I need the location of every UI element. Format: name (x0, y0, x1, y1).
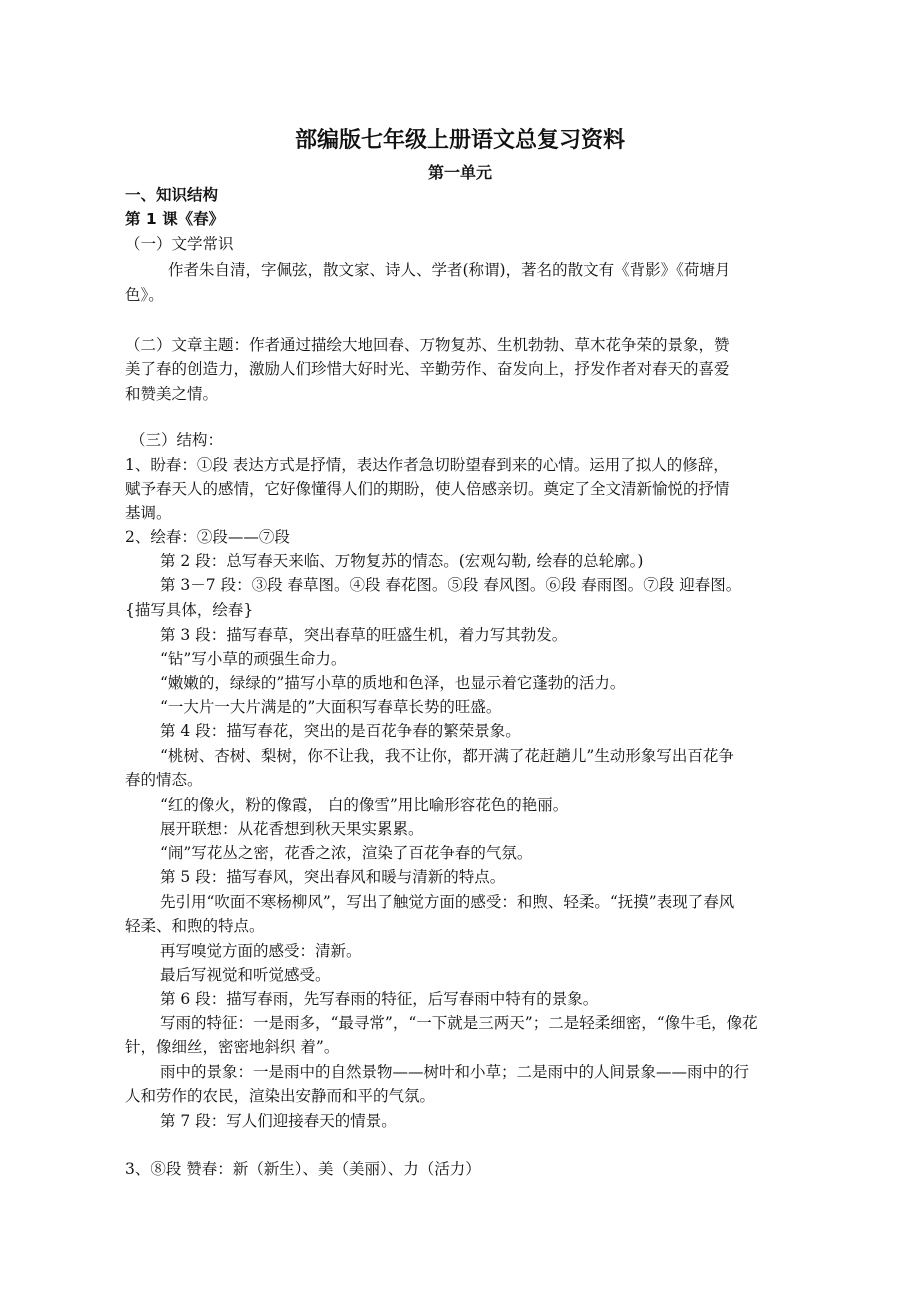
page-title: 部编版七年级上册语文总复习资料 (294, 128, 625, 153)
paragraph-note: “闹”写花丛之密，花香之浓，渲染了百花争春的气氛。 (160, 844, 533, 862)
structure-part-line: 基调。 (125, 504, 172, 522)
paragraph-note: “桃树、杏树、梨树，你不让我，我不让你，都开满了花赶趟儿”生动形象写出百花争 (160, 747, 734, 765)
structure-part-line: 2、绘春：②段——⑦段 (125, 528, 290, 546)
section-heading: 一、知识结构 (125, 186, 219, 204)
paragraph-note: 先引用“吹面不寒杨柳风”，写出了触觉方面的感受：和煦、轻柔。“抚摸”表现了春风 (160, 893, 735, 911)
paragraph-note: 人和劳作的农民，渲染出安静而和平的气氛。 (125, 1087, 436, 1105)
paragraph-note: 春的情态。 (125, 771, 203, 789)
theme-text-line: 和赞美之情。 (125, 385, 219, 403)
paragraph-note: 第 7 段：写人们迎接春天的情景。 (160, 1112, 397, 1130)
paragraph-note: 第 3－7 段：③段 春草图。④段 春花图。⑤段 春风图。⑥段 春雨图。⑦段 迎春图。 (160, 576, 742, 594)
paragraph-note: “嫩嫩的，绿绿的”描写小草的质地和色泽，也显示着它蓬勃的活力。 (160, 674, 626, 692)
structure-part-line: 1、盼春：①段 表达方式是抒情，表达作者急切盼望春到来的心情。运用了拟人的修辞， (125, 456, 729, 474)
paragraph-note: 第 6 段：描写春雨，先写春雨的特征，后写春雨中特有的景象。 (160, 990, 599, 1008)
paragraph-note: 轻柔、和煦的特点。 (125, 917, 265, 935)
paragraph-note: 再写嗅觉方面的感受：清新。 (160, 942, 362, 960)
structure-part-line: 赋予春天人的感情，它好像懂得人们的期盼，使人倍感亲切。奠定了全文清新愉悦的抒情 (125, 480, 730, 498)
paragraph-note: 雨中的景象：一是雨中的自然景物——树叶和小草；二是雨中的人间景象——雨中的行 (160, 1063, 750, 1081)
paragraph-note: “钻”写小草的顽强生命力。 (160, 650, 347, 668)
literature-heading: （一）文学常识 (125, 235, 234, 253)
paragraph-note: 第 3 段：描写春草，突出春草的旺盛生机，着力写其勃发。 (160, 626, 568, 644)
paragraph-note: 第 4 段：描写春花，突出的是百花争春的繁荣景象。 (160, 722, 521, 740)
literature-text-line: 作者朱自清，字佩弦，散文家、诗人、学者(称谓)，著名的散文有《背影》《荷塘月 (168, 261, 731, 279)
paragraph-note: 第 5 段：描写春风，突出春风和暖与清新的特点。 (160, 868, 506, 886)
theme-text-line: （二）文章主题：作者通过描绘大地回春、万物复苏、生机勃勃、草木花争荣的景象，赞 (125, 336, 730, 354)
structure-heading: （三）结构： (130, 431, 224, 449)
structure-part-line: 3、⑧段 赞春：新（新生）、美（美丽）、力（活力） (125, 1160, 481, 1178)
paragraph-note: 最后写视觉和听觉感受。 (160, 966, 331, 984)
paragraph-note: 针，像细丝，密密地斜织 着”。 (125, 1038, 340, 1056)
theme-text-line: 美了春的创造力，激励人们珍惜大好时光、辛勤劳作、奋发向上，抒发作者对春天的喜爱 (125, 360, 730, 378)
paragraph-note: 第 2 段：总写春天来临、万物复苏的情态。(宏观勾勒, 绘春的总轮廓。) (160, 552, 644, 570)
unit-title: 第一单元 (427, 163, 492, 182)
paragraph-note: 写雨的特征：一是雨多，“最寻常”，“一下就是三两天”；二是轻柔细密，“像牛毛，像花 (160, 1014, 758, 1032)
paragraph-note: {描写具体，绘春} (125, 601, 254, 619)
paragraph-note: 展开联想：从花香想到秋天果实累累。 (160, 820, 424, 838)
lesson-heading: 第 1 课《春》 (125, 210, 225, 228)
paragraph-note: “红的像火，粉的像霞， 白的像雪”用比喻形容花色的艳丽。 (160, 796, 569, 814)
literature-text-line: 色》。 (125, 286, 164, 304)
paragraph-note: “一大片一大片满是的”大面积写春草长势的旺盛。 (160, 698, 502, 716)
